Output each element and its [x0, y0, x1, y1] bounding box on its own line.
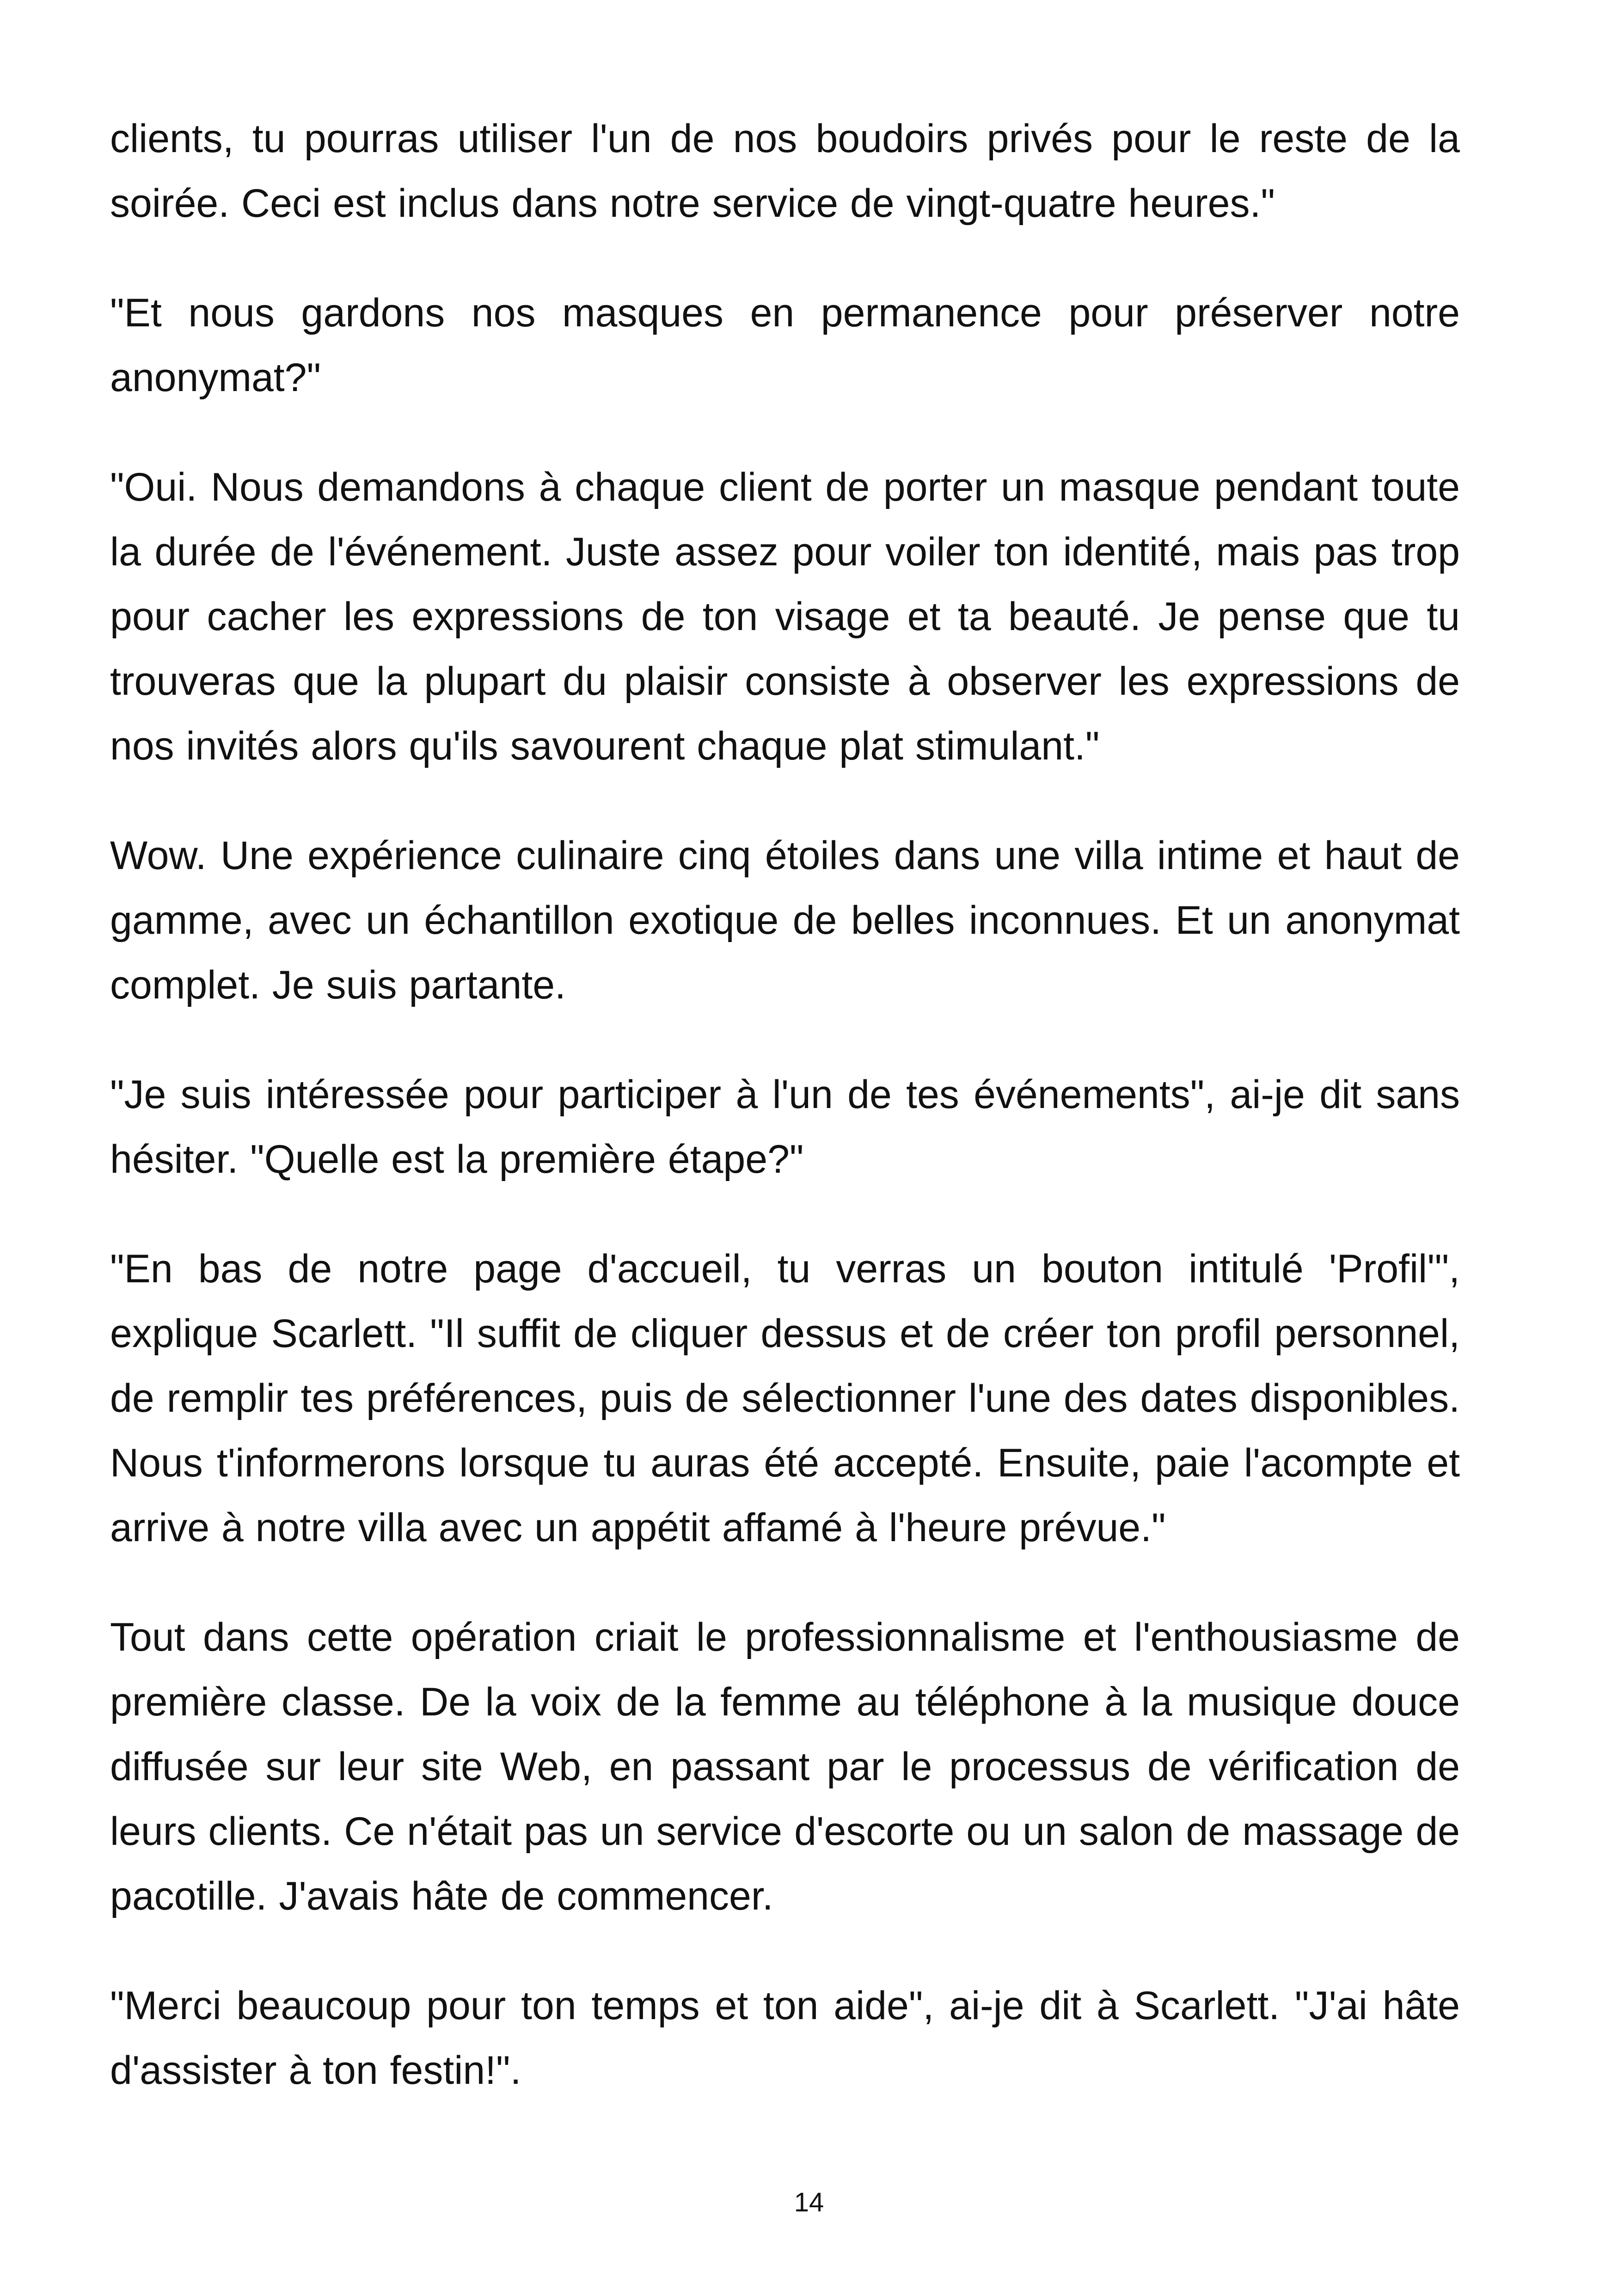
paragraph-4: Wow. Une expérience culinaire cinq étoiles dans une villa intime et haut de gamme, avec un échantillon exotique de belles inconnues. Et un anonymat complet. Je suis partante.	[110, 833, 1460, 1007]
paragraph-1: clients, tu pourras utiliser l'un de nos boudoirs privés pour le reste de la soirée. Ceci est inclus dans notre service de vingt-quatre heures."	[110, 116, 1460, 226]
paragraph-2: "Et nous gardons nos masques en permanence pour préserver notre anonymat?"	[110, 291, 1460, 400]
paragraph-8: "Merci beaucoup pour ton temps et ton aide", ai-je dit à Scarlett. "J'ai hâte d'assister à ton festin!".	[110, 1984, 1460, 2093]
body-text	[110, 106, 1460, 2148]
paragraph-5: "Je suis intéressée pour participer à l'un de tes événements", ai-je dit sans hésiter. "Quelle est la première étape?"	[110, 1072, 1460, 1182]
paragraph-6: "En bas de notre page d'accueil, tu verras un bouton intitulé 'Profil'", explique Scarlett. "Il suffit de cliquer dessus et de créer ton profil personnel, de remplir tes préférences, puis de sélectionner l'une des dates disponibles. Nous t'informerons lorsque tu auras été accepté. Ensuite, paie l'acompte et arrive à notre villa avec un appétit affamé à l'heure prévue."	[110, 1247, 1460, 1550]
page-number: 14	[794, 2187, 824, 2217]
paragraph-7: Tout dans cette opération criait le professionnalisme et l'enthousiasme de première classe. De la voix de la femme au téléphone à la musique douce diffusée sur leur site Web, en passant par le processus de vérification de leurs clients. Ce n'était pas un service d'escorte ou un salon de massage de pacotille. J'avais hâte de commencer.	[110, 1615, 1460, 1918]
paragraph-3: "Oui. Nous demandons à chaque client de porter un masque pendant toute la durée de l'événement. Juste assez pour voiler ton identité, mais pas trop pour cacher les expressions de ton visage et ta beauté. Je pense que tu trouveras que la plupart du plaisir consiste à observer les expressions de nos invités alors qu'ils savourent chaque plat stimulant."	[110, 465, 1460, 768]
